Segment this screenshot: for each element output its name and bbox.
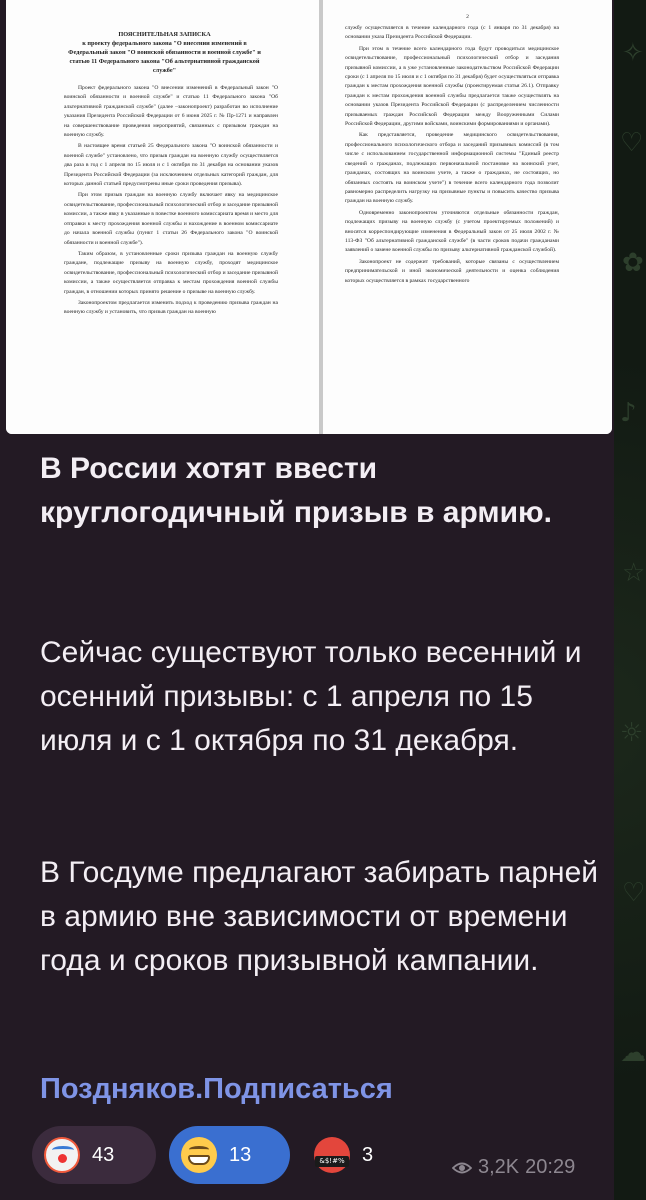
- doodle-heart-icon: ♡: [620, 128, 644, 158]
- doc-paragraph: Таким образом, в установленные сроки призыва граждан на военную службу граждане, подлежащие призыву на военную службу, проходят медицинское освидетельствование, профессиональный психологический отбор и заседание призывной комиссии, а также осуществляется отправка к местам прохождения военной службы граждан, в отношении которых принято решение о призыве на военную службу.: [64, 250, 278, 295]
- document-body-page-2: [345, 24, 559, 288]
- document-title-text: ПОЯСНИТЕЛЬНАЯ ЗАПИСКА к проекту федерального закона "О внесении изменений в Федеральный закон "О воинской обязанности и военной службе" и статью 11 Федерального закона "Об альтернативной гражданской службе": [68, 31, 261, 74]
- cursing-face-icon: [314, 1137, 350, 1173]
- document-page-2: [323, 0, 612, 434]
- doc-paragraph: При этом призыв граждан на военную службу включает явку на медицинское освидетельствование, профессиональный психологический отбор и заседание призывной комиссии, а также явку в указанные в повестке военного комиссариата время и место для отправки к месту прохождения военной службы и нахождение в военном комиссариате до начала военной службы (пункт 1 статьи 26 Федерального закона "О воинской обязанности и военной службе").: [64, 192, 278, 246]
- message-meta: [452, 1156, 575, 1179]
- doc-paragraph: Проект федерального закона "О внесении изменений в Федеральный закон "О воинской обязанности и военной службе" и статью 11 Федерального закона "Об альтернативной гражданской службе" (далее –законопроект) разработан во исполнение указания Президента Российской Федерации от 6 июня 2025 г. № Пр-1271 и направлен на совершенствование проведения мероприятий, связанных с призывом граждан на военную службу.: [64, 85, 278, 139]
- doodle-star-icon: ☆: [622, 558, 646, 588]
- reaction-cursing[interactable]: [302, 1126, 401, 1184]
- document-body-page-1: [64, 84, 278, 320]
- doc-paragraph: Как представляется, проведение медицинского освидетельствования, профессионального психологического отбора и заседаний призывных комиссий (в том числе с использованием государственной информационной системы "Единый реестр сведений о гражданах, подлежащих первоначальной постановке на воинский учет, гражданах, состоящих на воинском учете, а также о гражданах, не состоящих, но обязанных состоять на воинском учете") в течение всего календарного года позволит равномерно распределить нагрузку на призывные пункты и повысить качество призыва граждан на военную службу.: [345, 132, 559, 205]
- doc-paragraph: В настоящее время статьей 25 Федерального закона "О воинской обязанности и военной службе" установлено, что призыв граждан на военную службу осуществляется два раза в год с 1 апреля по 15 июля и с 1 октября по 31 декабря на основании указов Президента Российской Федерации (за исключением отдельных категорий граждан, для которых данной статьей предусмотрены иные сроки проведения призыва).: [64, 143, 278, 188]
- message-headline: В России хотят ввести круглогодичный призыв в армию.: [40, 452, 552, 529]
- document-page-1: [6, 0, 319, 434]
- eye-icon: [452, 1161, 472, 1175]
- clown-face-icon: [44, 1137, 80, 1173]
- view-count: 3,2K: [478, 1156, 520, 1178]
- message-paragraph: Сейчас существуют только весенний и осенний призывы: с 1 апреля по 15 июля и с 1 октября по 31 декабря.: [40, 636, 582, 757]
- doc-paragraph: Законопроект не содержит требований, которые связаны с осуществлением предпринимательской и иной экономической деятельности и оценка соблюдения которых осуществляется в рамках государственного: [345, 258, 559, 284]
- doodle-flower-icon: ✿: [622, 248, 644, 278]
- doc-paragraph: При этом в течение всего календарного года будут проводиться медицинское освидетельствование, профессиональный психологический отбор и заседания призывной комиссии, а в уже установленные законодательством Российской Федерации сроки (с 1 апреля по 15 июля и с 1 октября по 31 декабря) будет осуществляться отправка граждан к местам прохождения военной службы (проектируемая статья 26.1). Отправку граждан к местам прохождения военной службы предлагается также осуществлять на основании указов Президента Российской Федерации (с распределением численности призываемых граждан Российской Федерации между Вооруженными Силами Российской Федерации, другими войсками, воинскими формированиями и органами).: [345, 45, 559, 128]
- doodle-cloud-icon: ☁: [620, 1038, 646, 1068]
- doodle-star-icon: ✧: [622, 38, 644, 68]
- doodle-note-icon: ♪: [620, 398, 637, 428]
- message-time: 20:29: [525, 1156, 576, 1178]
- document-title: [62, 30, 267, 75]
- reaction-count: 43: [92, 1143, 115, 1166]
- doc-paragraph: Законопроектом предлагается изменить подход к проведению призыва граждан на военную службу и установить, что призыв граждан на военную: [64, 299, 278, 316]
- doc-paragraph: Одновременно законопроектом уточняются отдельные обязанности граждан, подлежащих призыву на военную службу (с учетом проектируемых положений) и вносятся корреспондирующие изменения в Федеральный закон от 25 июля 2002 г. № 113-ФЗ "Об альтернативной гражданской службе" (в части сроков подачи гражданами заявлений о замене военной службы по призыву альтернативной гражданской службой).: [345, 209, 559, 254]
- message-paragraph: В Госдуме предлагают забирать парней в армию вне зависимости от времени года и сроков призывной кампании.: [40, 856, 599, 977]
- reaction-clown[interactable]: [32, 1126, 156, 1184]
- doodle-heart-icon: ♡: [622, 878, 646, 908]
- reaction-count: 13: [229, 1143, 252, 1166]
- subscribe-link[interactable]: Поздняков.Подписаться: [40, 1073, 393, 1105]
- page-number: 2: [466, 14, 469, 20]
- reaction-count: 3: [362, 1143, 374, 1166]
- document-photo[interactable]: [6, 0, 612, 434]
- grinning-face-icon: [181, 1137, 217, 1173]
- doodle-sun-icon: ☼: [620, 718, 644, 748]
- doc-paragraph: службу осуществляется в течение календарного года (с 1 января по 31 декабря) на основании указа Президента Российской Федерации.: [345, 25, 559, 41]
- reaction-grin[interactable]: [169, 1126, 290, 1184]
